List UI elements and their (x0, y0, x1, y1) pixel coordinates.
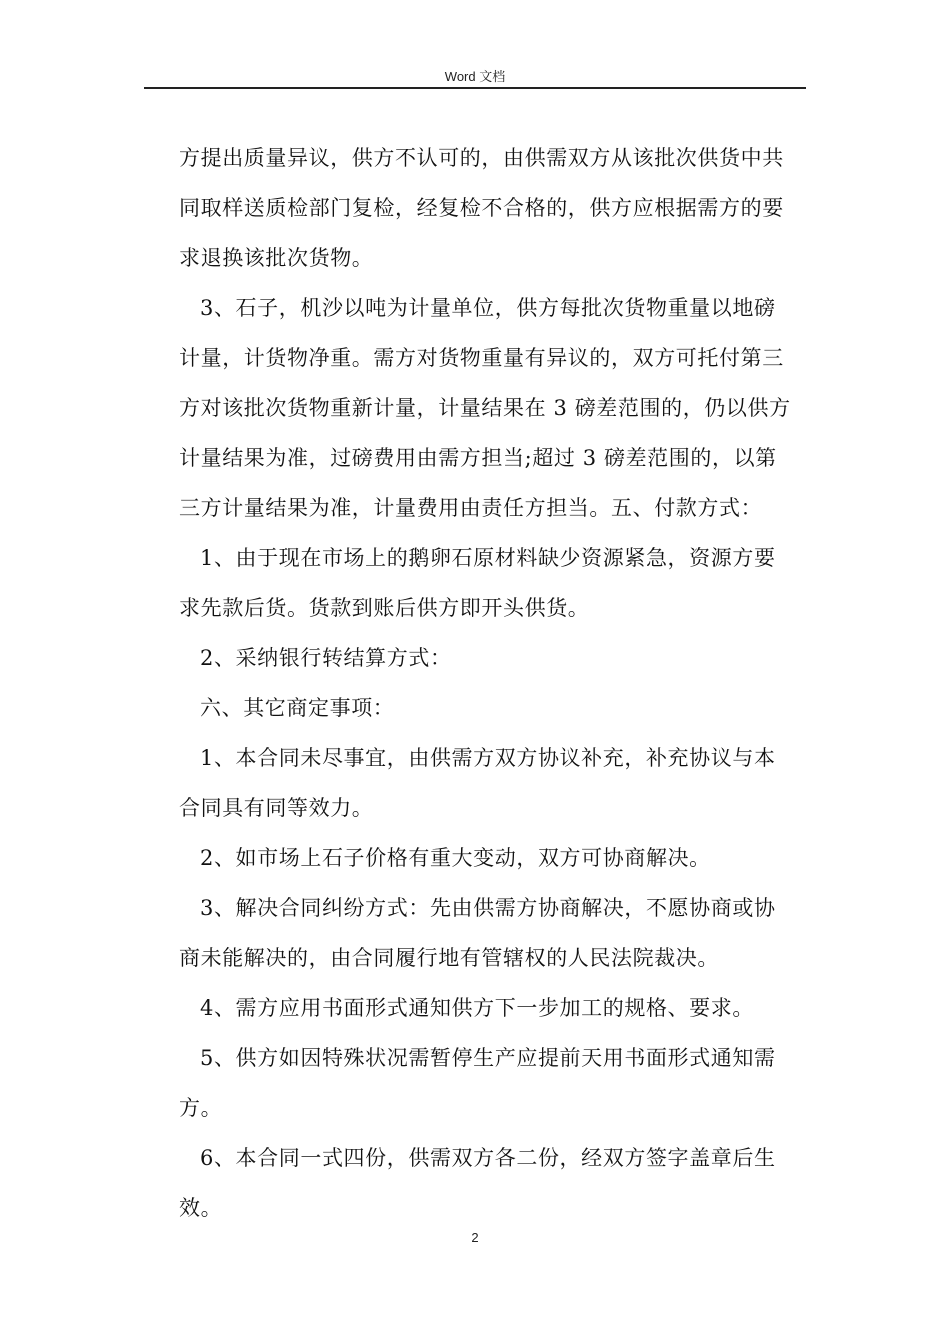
paragraph: 6、本合同一式四份，供需双方各二份，经双方签字盖章后生效。 (179, 1146, 776, 1220)
header-divider (144, 87, 806, 89)
paragraph: 2、如市场上石子价格有重大变动，双方可协商解决。 (200, 846, 711, 870)
paragraph: 2、采纳银行转结算方式： (200, 646, 452, 670)
document-body (179, 133, 791, 1233)
page-header: Word 文档 (444, 69, 506, 84)
page-number: 2 (471, 1230, 479, 1245)
paragraph: 1、由于现在市场上的鹅卵石原材料缺少资源紧急，资源方要求先款后货。货款到账后供方即开头供货。 (179, 546, 776, 620)
paragraph: 3、石子，机沙以吨为计量单位，供方每批次货物重量以地磅计量，计货物净重。需方对货物重量有异议的，双方可托付第三方对该批次货物重新计量，计量结果在 3 磅差范围的，仍以供方计量结果为准，过磅费用由需方担当;超过 3 磅差范围的，以第三方计量结果为准，计量费用由责任方担当。五、付款方式： (179, 296, 791, 520)
paragraph: 3、解决合同纠纷方式：先由供需方协商解决，不愿协商或协商未能解决的，由合同履行地有管辖权的人民法院裁决。 (179, 896, 776, 970)
paragraph: 1、本合同未尽事宜，由供需方双方协议补充，补充协议与本合同具有同等效力。 (179, 746, 776, 820)
paragraph: 4、需方应用书面形式通知供方下一步加工的规格、要求。 (200, 996, 754, 1020)
paragraph: 方提出质量异议，供方不认可的，由供需双方从该批次供货中共同取样送质检部门复检，经复检不合格的，供方应根据需方的要求退换该批次货物。 (179, 146, 784, 270)
paragraph: 六、其它商定事项： (200, 696, 395, 720)
paragraph: 5、供方如因特殊状况需暂停生产应提前天用书面形式通知需方。 (179, 1046, 776, 1120)
